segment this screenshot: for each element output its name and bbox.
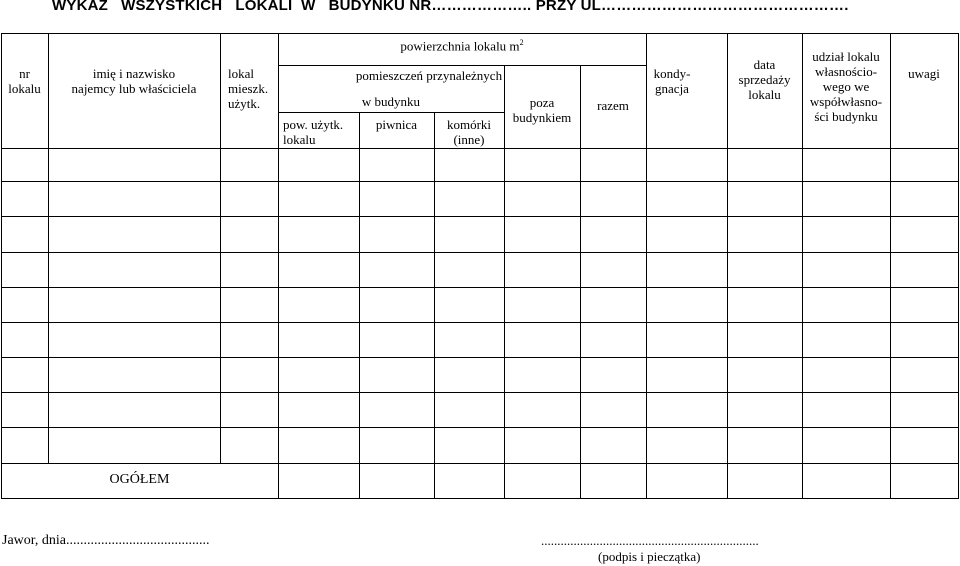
header-imie-nazwisko: imię i nazwisko najemcy lub właściciela: [71, 66, 197, 96]
header-data-sprzedazy: data sprzedaży lokalu: [738, 57, 791, 102]
header-udzial: udział lokalu własnościo- wego we współwłasno- ści budynku: [809, 49, 883, 124]
header-w-budynku: w budynku: [361, 94, 421, 109]
document-title: WYKAZ WSZYSTKICH LOKALI W BUDYNKU NR……………….. PRZY UL………………………………………….: [52, 0, 849, 14]
summary-label: OGÓŁEM: [109, 472, 170, 487]
header-piwnica: piwnica: [375, 117, 418, 132]
header-poza-budynkiem: poza budynkiem: [512, 95, 572, 125]
place-date-line: Jawor, dnia.........................................: [2, 533, 210, 548]
header-pomieszczen: pomieszczeń przynależnych: [355, 68, 503, 83]
header-komorki: komórki (inne): [446, 117, 492, 147]
signature-line: ...................................................................: [541, 533, 759, 548]
header-pow-uzytk-lokalu: pow. użytk. lokalu: [283, 117, 344, 147]
header-kondygnacja: kondy- gnacja: [653, 66, 691, 96]
header-razem: razem: [597, 98, 629, 113]
signature-label: (podpis i pieczątka): [598, 549, 701, 564]
header-powierzchnia: powierzchnia lokalu $m^2$: [400, 38, 524, 54]
header-nr-lokalu: nr lokalu: [8, 66, 41, 96]
header-uwagi: uwagi: [908, 66, 940, 81]
header-lokal-typ: lokal mieszk. użytk.: [228, 66, 269, 111]
